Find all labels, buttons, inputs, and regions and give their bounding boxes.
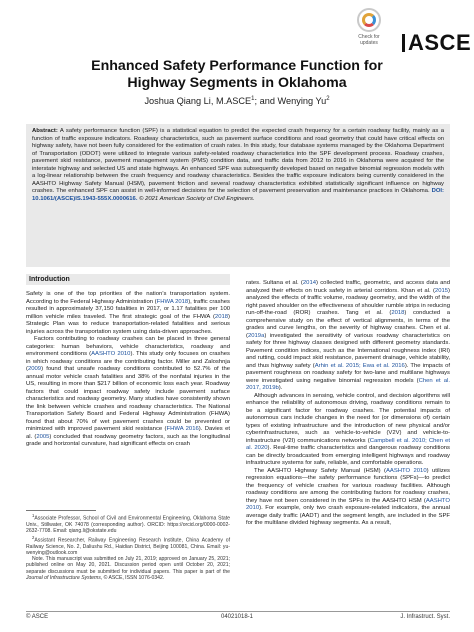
citation-link[interactable]: AASHTO 2010: [385, 467, 427, 474]
text-run: ) investigated the sensitivity of various roadway characteristics on safety for three highway classes designed with different geometry standards. Pavement condition indices, such as the International roughness index (IRI) and rutting, could impact skid resistance, pavement drainage, vehicle stability, and thus highway safety (: [246, 332, 450, 369]
paper-title: [0, 58, 474, 92]
author-2-affil: 2: [326, 96, 330, 102]
check-for-updates-icon: [357, 8, 381, 32]
text-run: ). Real-time traffic characteristics and dangerous roadway conditions can be directly broadcasted from emerging intelligent highways and roadway infrastructure systems for safe, reliable, and comfortable operations.: [246, 445, 450, 466]
abstract-text: A safety performance function (SPF) is a statistical equation to predict the expected crash frequency for a certain roadway facility, mainly as a function of traffic exposure indicators. Roadway characteristics, such as pavement surface conditions and road geometry that could have critical effects on highway safety, have not been fully considered for the estimation of crash rates. In this study, four database systems managed by the Oklahoma Department of Transportation (ODOT) were utilized to integrate various safety-related roadway characteristics into the SPF development process. Roadway crashes, pavement skid resistance, pavement management system (PMS) condition data, and traffic data from 2012 to 2016 in Oklahoma were acquired for the interstate highway and selected US and state highways. An enhanced SPF was subsequently developed based on negative binomial regression models with a log-linear relationship between the crash frequency and roadway characteristics. Besides the traffic exposure indicators being currently considered in the AASHTO Highway Safety Manual (HSM), pavement friction and several roadway characteristics exhibited statistically significant influence on highway crashes. The enhanced SPF can assist in well-informed decisions for the selection of pavement preservation and maintenance practices in Oklahoma.: [32, 128, 444, 195]
text-run: ). Davies et al. (: [26, 426, 230, 440]
author-2: Wenying Yu: [277, 96, 327, 107]
badge-line2: updates: [360, 40, 378, 46]
text-run: ) concluded that roadway geometry factors, such as the longitudinal grade and horizontal curvature, had significant effects on crash: [26, 433, 230, 447]
citation-link[interactable]: 2005: [36, 433, 50, 440]
text-run: ).: [278, 385, 283, 391]
journal-name: Journal of Infrastructure Systems: [26, 575, 101, 582]
author-line: [0, 96, 474, 106]
note-text: , © ASCE, ISSN 1076-0342.: [100, 575, 165, 582]
right-paragraph-2: [246, 393, 450, 468]
title-line2: Highway Segments in Oklahoma: [127, 75, 347, 91]
footnote-2: [26, 535, 230, 557]
citation-link[interactable]: 2014: [302, 280, 316, 286]
citation-link[interactable]: AASHTO 2010: [246, 497, 450, 511]
note-text: Note. This manuscript was submitted on July 21, 2019; approved on January 25, 2021; published online on May 20, 2021. Discussion period open until October 20, 2021; separate discussions must be submitted for individual papers. This paper is part of the: [26, 556, 230, 575]
submission-note: [26, 556, 230, 581]
right-column: [246, 280, 450, 528]
citation-link[interactable]: 2009: [27, 366, 42, 372]
footer-journal: J. Infrastruct. Syst.: [400, 614, 450, 620]
text-run: The AASHTO Highway Safety Manual (HSM) (: [254, 467, 386, 474]
abstract-box: [26, 124, 450, 267]
text-run: Although advances in sensing, vehicle control, and decision algorithms will enhance the reliability of autonomous driving, roadway conditions remain to be a significant factor for roadway crashes. The potential impacts of autonomous cars include changes in the need for (or dimensions of) certain types of existing infrastructure and the introduction of new physical and/or cyberinfrastructures, such as vehicle-to-vehicle (V2V) and vehicle-to-infrastructure (V2I) communications networks (: [246, 392, 450, 444]
footnote-marker: 1: [32, 513, 35, 518]
citation-link[interactable]: Campbell et al. 2010; Chen et al. 2020: [246, 437, 451, 451]
text-run: Factors contributing to roadway crashes can be placed in three general categories: human behaviors, vehicle characteristics, roadway and environment conditions (: [26, 336, 230, 357]
author-separator: ; and: [254, 96, 278, 107]
text-run: ). For example, only two crash exposure-related indicators, the annual average daily traffic (AADT) and the segment length, are included in the SPF for the multilane divided highway segments. As a result,: [246, 505, 450, 526]
badge-line1: Check for: [358, 34, 380, 40]
right-paragraph-1: [246, 280, 450, 393]
citation-link[interactable]: Arhin et al. 2015; Ewa et al. 2016: [314, 362, 405, 369]
intro-paragraph-2: [26, 336, 230, 449]
title-line1: Enhanced Safety Performance Function for: [91, 58, 383, 74]
intro-paragraph-1: [26, 291, 230, 336]
footnote-1: [26, 513, 230, 535]
footnote-divider: [26, 510, 96, 511]
citation-link[interactable]: AASHTO 2010: [91, 351, 131, 357]
footnote-marker: 2: [32, 534, 35, 540]
check-for-updates-badge[interactable]: [340, 6, 398, 56]
text-run: Safety is one of the top priorities of the nation’s transportation system. According to the Federal Highway Administration (: [26, 291, 230, 305]
text-run: ) utilizes regression equations—the safety performance functions (SPFs)—to predict the frequency of vehicle crashes for various roadway facilities. Although roadway conditions are among the contributing factors for roadway crashes, they have not been considered in the SPFs in the AASHTO HSM (: [246, 467, 451, 504]
footnotes: [26, 513, 230, 581]
asce-logo-bar-icon: [402, 34, 405, 52]
text-run: ) conducted a comprehensive study on the effect of vertical alignments, in terms of the grades and curve lengths, on the severity of highway crashes. Chen et al. (: [246, 310, 450, 339]
text-run: ) collected traffic, geometric, and access data and analyzed their effects on truck safety in arterial corridors. Khan et al. (: [246, 280, 450, 294]
citation-link[interactable]: 2019a: [247, 332, 265, 339]
doi-link[interactable]: DOI: 10.1061/(ASCE)IS.1943-555X.0000616.: [32, 188, 444, 202]
footer-copyright: © ASCE: [26, 614, 49, 620]
author-1: Joshua Qiang Li, M.ASCE: [144, 96, 252, 107]
text-run: ). This study only focuses on crashes in which roadway conditions are the contributing factor. Miller and Zaloshnja (: [26, 351, 231, 372]
left-column: [26, 291, 230, 449]
citation-link[interactable]: 2018: [214, 313, 229, 320]
author-1-affil: 1: [251, 96, 255, 102]
section-heading-introduction: Introduction: [26, 274, 230, 285]
text-run: ). The impacts of pavement roughness on roadway safety for two-lane and multilane highways were investigated using negative binomial regression models (: [246, 362, 450, 384]
asce-logo: [402, 30, 471, 56]
text-run: ), traffic crashes resulted in approximately 37,150 fatalities in 2017, or 1.17 fatalities per 100 million vehicle miles traveled. The first strategic goal of the FHWA (: [26, 298, 230, 320]
citation-link[interactable]: FHWA 2018: [156, 298, 189, 305]
text-run: ) found that unsafe roadway conditions contributed to 52.7% of the annual motor vehicle crash fatalities and 38% of the nonfatal injuries in the US, resulting in more than $217 billion of economic loss each year. Roadway factors that could impact roadway safety include pavement surface characteristics and roadway geometry. Many studies have consistently shown the link between vehicle crashes and roadway characteristics. The National Transportation Safety Board and Federal Highway Administration (FHWA) found that about 70% of wet pavement crashes could be prevented or minimized with improved pavement skid resistance (: [26, 366, 230, 432]
citation-link[interactable]: 2018: [391, 310, 405, 316]
text-run: ) Strategic Plan was to reduce transportation-related fatalities and serious injuries across the transportation system using data-driven approaches.: [26, 313, 230, 335]
footnote-text: Assistant Researcher, Railway Engineering Research Institute, China Academy of Railway Science, No. 2, Daliushu Rd., Haidian District, Beijing 100081, China. Email: yu-wenying@outlook.com: [26, 537, 230, 556]
footnote-text: Associate Professor, School of Civil and Environmental Engineering, Oklahoma State Univ., Stillwater, OK 74078 (corresponding author). ORCID: https://orcid.org/0000-0002-2632-7708. Email: qiang.li@okstate.edu: [26, 515, 230, 535]
footer-page-id: 04021018-1: [220, 614, 254, 620]
abstract-copyright: © 2021 American Society of Civil Engineers.: [137, 195, 255, 202]
right-paragraph-3: [246, 468, 450, 528]
citation-link[interactable]: 2015: [434, 287, 449, 294]
abstract-label: Abstract:: [32, 128, 58, 134]
citation-link[interactable]: FHWA 2016: [166, 426, 199, 432]
asce-logo-text: ASCE: [408, 30, 472, 55]
footer-divider: [26, 611, 450, 612]
text-run: rates. Sultana et al. (: [246, 280, 303, 286]
text-run: ) analyzed the effects of traffic volume, roadway geometry, and the width of the right paved shoulder on the effectiveness of shoulder rumble strips in reducing run-off-the-road (ROR) crashes. Tang et al. (: [246, 287, 450, 316]
citation-link[interactable]: Chen et al. 2017, 2019b: [246, 377, 450, 391]
